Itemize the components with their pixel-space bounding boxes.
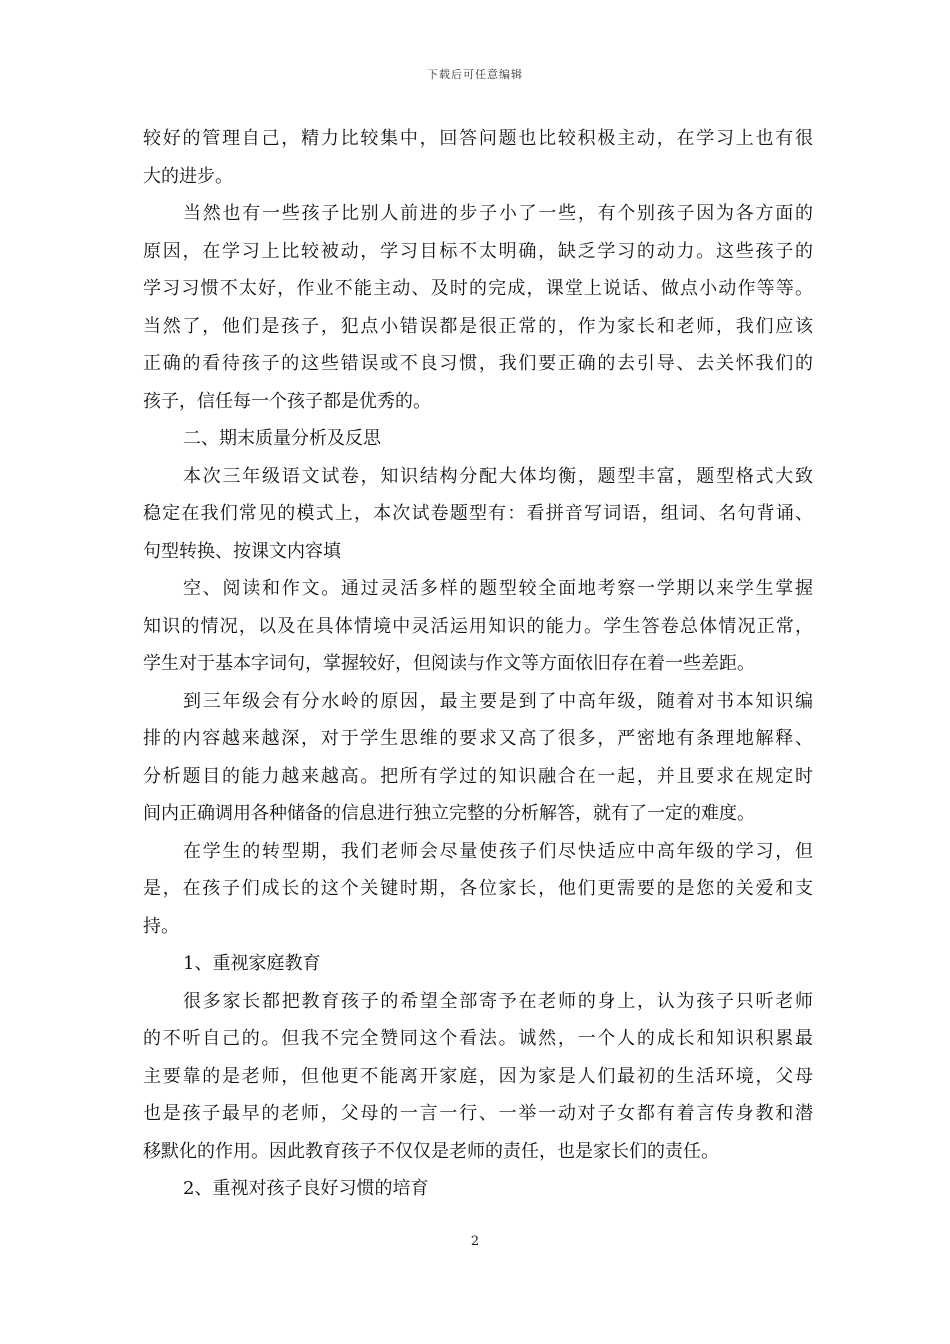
- paragraph-line: 主要靠的是老师，但他更不能离开家庭，因为家是人们最初的生活环境，父母: [143, 1065, 813, 1087]
- paragraph-line: 是，在孩子们成长的这个关键时期，各位家长，他们更需要的是您的关爱和支: [143, 878, 813, 899]
- paragraph-line: 到三年级会有分水岭的原因，最主要是到了中高年级，随着对书本知识编: [183, 690, 813, 712]
- paragraph-line: 当然了，他们是孩子，犯点小错误都是很正常的，作为家长和老师，我们应该: [143, 315, 813, 337]
- paragraph-line: 当然也有一些孩子比别人前进的步子小了一些，有个别孩子因为各方面的: [183, 203, 813, 224]
- paragraph-line: 较好的管理自己，精力比较集中，回答问题也比较积极主动，在学习上也有很: [143, 128, 813, 149]
- paragraph-line: 孩子，信任每一个孩子都是优秀的。: [143, 390, 431, 412]
- paragraph-line: 知识的情况，以及在具体情境中灵活运用知识的能力。学生答卷总体情况正常，: [143, 615, 813, 637]
- paragraph-line: 空、阅读和作文。通过灵活多样的题型较全面地考察一学期以来学生掌握: [183, 578, 813, 599]
- paragraph-line: 很多家长都把教育孩子的希望全部寄予在老师的身上，认为孩子只听老师: [183, 990, 813, 1012]
- section-heading: 1、重视家庭教育: [183, 953, 321, 974]
- paragraph-line: 的不听自己的。但我不完全赞同这个看法。诚然，一个人的成长和知识积累最: [143, 1028, 813, 1049]
- paragraph-line: 句型转换、按课文内容填: [143, 540, 341, 562]
- paragraph-line: 排的内容越来越深，对于学生思维的要求又高了很多，严密地有条理地解释、: [143, 728, 813, 749]
- document-body: [143, 120, 813, 1208]
- page-number: 2: [470, 1234, 480, 1249]
- paragraph-line: 本次三年级语文试卷，知识结构分配大体均衡，题型丰富，题型格式大致: [183, 465, 813, 487]
- section-heading: 2、重视对孩子良好习惯的培育: [183, 1178, 429, 1199]
- paragraph-line: 正确的看待孩子的这些错误或不良习惯，我们要正确的去引导、去关怀我们的: [143, 353, 813, 374]
- paragraph-line: 稳定在我们常见的模式上，本次试卷题型有：看拼音写词语，组词、名句背诵、: [143, 503, 813, 524]
- paragraph-line: 也是孩子最早的老师，父母的一言一行、一举一动对子女都有着言传身教和潜: [143, 1103, 813, 1124]
- section-heading: 二、期末质量分析及反思: [183, 428, 381, 449]
- paragraph-line: 移默化的作用。因此教育孩子不仅仅是老师的责任，也是家长们的责任。: [143, 1140, 719, 1162]
- paragraph-line: 持。: [143, 915, 179, 937]
- paragraph-line: 间内正确调用各种储备的信息进行独立完整的分析解答，就有了一定的难度。: [143, 803, 755, 824]
- paragraph-line: 原因，在学习上比较被动，学习目标不太明确，缺乏学习的动力。这些孩子的: [143, 240, 813, 262]
- paragraph-line: 大的进步。: [143, 165, 233, 187]
- paragraph-line: 学生对于基本字词句，掌握较好，但阅读与作文等方面依旧存在着一些差距。: [143, 653, 755, 674]
- paragraph-line: 分析题目的能力越来越高。把所有学过的知识融合在一起，并且要求在规定时: [143, 765, 813, 787]
- paragraph-line: 学习习惯不太好，作业不能主动、及时的完成，课堂上说话、做点小动作等等。: [143, 278, 813, 299]
- paragraph-line: 在学生的转型期，我们老师会尽量使孩子们尽快适应中高年级的学习，但: [183, 840, 813, 862]
- page-header: 下载后可任意编辑: [427, 68, 523, 81]
